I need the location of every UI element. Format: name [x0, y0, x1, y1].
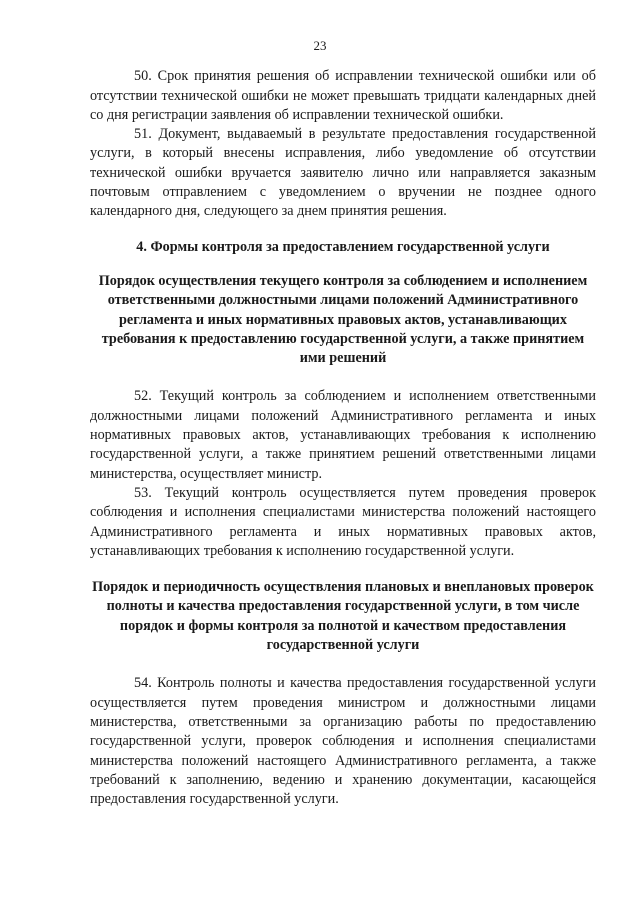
paragraph-54: 54. Контроль полноты и качества предоставления государственной услуги осуществляется путем проведения министром и должностными лицами министерства, ответственными за организацию работы по предоставлению государственной услуги, проверок соблюдения и исполнения специалистами министерства положений настоящего Административного регламента, а также требований к заполнению, ведению и хранению документации, касающейся предоставления государственной услуги.	[90, 675, 596, 808]
paragraph-51: 51. Документ, выдаваемый в результате предоставления государственной услуги, в который внесены исправления, либо уведомление об отсутствии технической ошибки вручается заявителю лично или направляется заказным почтовым отправлением с уведомлением о вручении не позднее одного календарного дня, следующего за днем принятия решения.	[90, 126, 596, 220]
section-heading: 4. Формы контроля за предоставлением государственной услуги	[136, 238, 550, 255]
page-number: 23	[313, 38, 327, 53]
subheading-inspections: Порядок и периодичность осуществления плановых и внеплановых проверок полноты и качества предоставления государственной услуги, в том числе порядок и формы контроля за полнотой и качеством предоставления государственной услуги	[92, 579, 594, 654]
subheading-current-control: Порядок осуществления текущего контроля за соблюдением и исполнением ответственными должностными лицами положений Административного регламента и иных нормативных правовых актов, устанавливающих требования к предоставлению государственной услуги, а также принятием ими решений	[98, 272, 588, 367]
paragraph-53: 53. Текущий контроль осуществляется путем проведения проверок соблюдения и исполнения специалистами министерства положений настоящего Административного регламента и иных нормативных правовых актов, устанавливающих требования к исполнению государственной услуги.	[90, 484, 596, 559]
paragraph-52: 52. Текущий контроль за соблюдением и исполнением ответственными должностными лицами положений Административного регламента и иных нормативных правовых актов, устанавливающих требования к исполнению государственной услуги, а также принятием решений ответственными лицами министерства, осуществляет министр.	[90, 388, 596, 482]
paragraph-50: 50. Срок принятия решения об исправлении технической ошибки или об отсутствии технической ошибки не может превышать тридцати календарных дней со дня регистрации заявления об исправлении технической ошибки.	[90, 68, 596, 123]
